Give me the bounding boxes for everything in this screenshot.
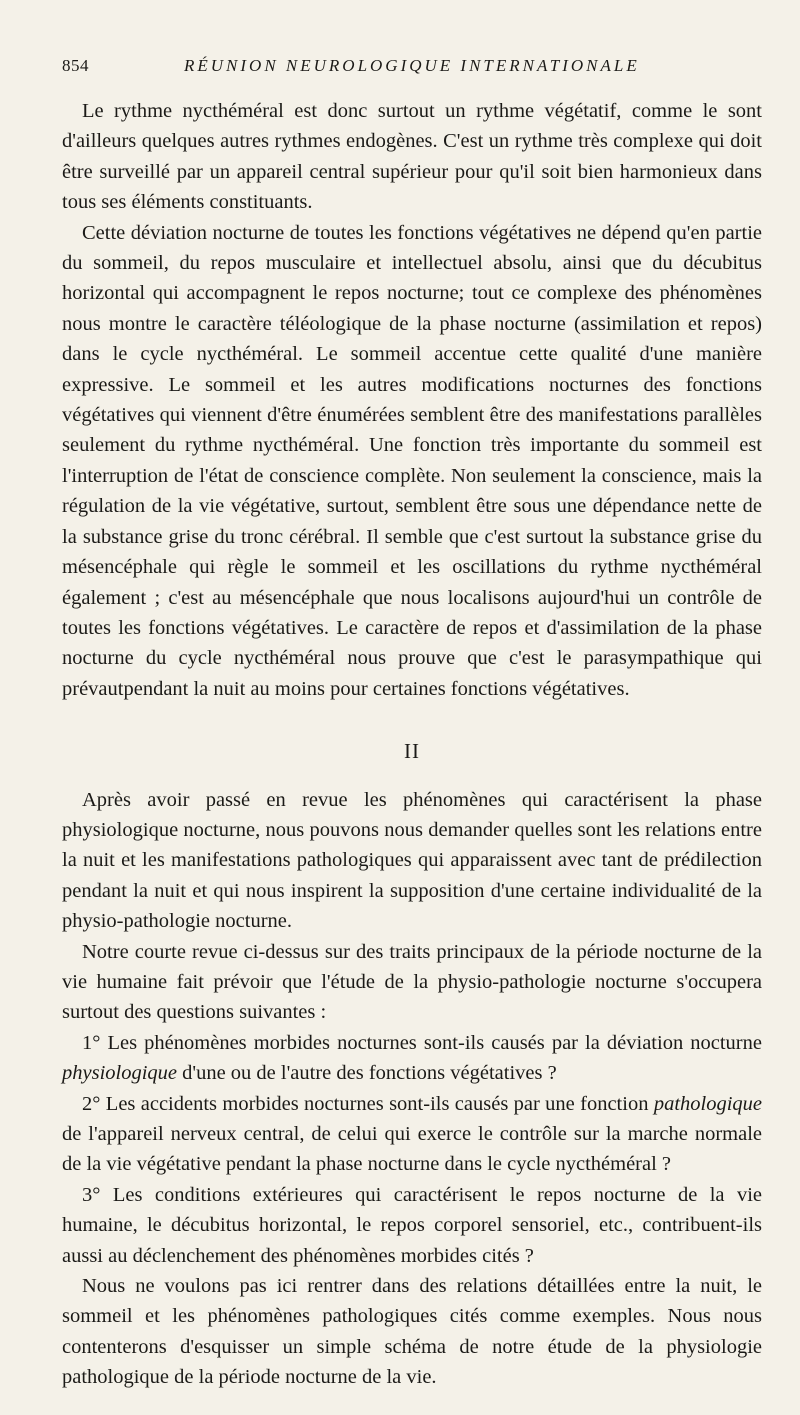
question-item xyxy=(62,1180,762,1271)
section-heading: II xyxy=(404,739,420,764)
item-number: 2° xyxy=(82,1092,101,1115)
page-header xyxy=(62,56,762,86)
question-item xyxy=(62,1028,762,1089)
body-text xyxy=(62,96,762,1393)
question-item xyxy=(62,1089,762,1180)
item-text: Les conditions extérieures qui caractérisent le repos nocturne de la vie humaine, le décubitus horizontal, le repos corporel sensoriel, etc., contribuent-ils aussi au déclenchement des phénomènes morbides cités ? xyxy=(62,1183,762,1267)
item-number: 3° xyxy=(82,1183,101,1206)
item-number: 1° xyxy=(82,1031,101,1054)
paragraph: Cette déviation nocturne de toutes les fonctions végétatives ne dépend qu'en partie du sommeil, du repos musculaire et intellectuel absolu, ainsi que du décubitus horizontal qui accompagnent le repos nocturne; tout ce complexe des phénomènes nous montre le caractère téléologique de la phase nocturne (assimilation et repos) dans le cycle nycthéméral. Le sommeil accentue cette qualité d'une manière expressive. Le sommeil et les autres modifications nocturnes des fonctions végétatives qui viennent d'être énumérées semblent être des manifestations parallèles seulement du rythme nycthéméral. Une fonction très importante du sommeil est l'interruption de l'état de conscience complète. Non seulement la conscience, mais la régulation de la vie végétative, surtout, semblent être sous une dépendance nette de la substance grise du tronc cérébral. Il semble que c'est surtout la substance grise du mésencéphale qui règle le sommeil et les oscillations du rythme nycthéméral également ; c'est au mésencéphale que nous localisons aujourd'hui un contrôle de toutes les fonctions végétatives. Le caractère de repos et d'assimilation de la phase nocturne du cycle nycthéméral nous prouve que c'est le parasympathique qui prévautpendant la nuit au moins pour certaines fonctions végétatives. xyxy=(62,221,762,700)
item-text: Les accidents morbides nocturnes sont-ils causés par une fonction xyxy=(100,1092,654,1115)
item-text: Les phénomènes morbides nocturnes sont-ils causés par la déviation nocturne xyxy=(100,1031,762,1054)
item-text: d'une ou de l'autre des fonctions végétatives ? xyxy=(177,1062,557,1085)
item-text: de l'appareil nerveux central, de celui qui exerce le contrôle sur la marche normale de la vie végétative pendant la phase nocturne dans le cycle nycthéméral ? xyxy=(62,1123,762,1176)
paragraph: Notre courte revue ci-dessus sur des traits principaux de la période nocturne de la vie humaine fait prévoir que l'étude de la physio-pathologie nocturne s'occupera surtout des questions suivantes : xyxy=(62,940,762,1024)
paragraph: Nous ne voulons pas ici rentrer dans des relations détaillées entre la nuit, le sommeil et les phénomènes pathologiques cités comme exemples. Nous nous contenterons d'esquisser un simple schéma de notre étude de la physiologie pathologique de la période nocturne de la vie. xyxy=(62,1275,762,1389)
page-number: 854 xyxy=(62,56,89,75)
running-title: RÉUNION NEUROLOGIQUE INTERNATIONALE xyxy=(184,56,640,75)
paragraph: Le rythme nycthéméral est donc surtout un rythme végétatif, comme le sont d'ailleurs quelques autres rythmes endogènes. C'est un rythme très complexe qui doit être surveillé par un appareil central supérieur pour qu'il soit bien harmonieux dans tous ses éléments constituants. xyxy=(62,100,762,214)
paragraph: Après avoir passé en revue les phénomènes qui caractérisent la phase physiologique nocturne, nous pouvons nous demander quelles sont les relations entre la nuit et les manifestations pathologiques qui apparaissent avec tant de prédilection pendant la nuit et qui nous inspirent la supposition d'une certaine individualité de la physio-pathologie nocturne. xyxy=(62,788,762,933)
item-emphasis: physiologique xyxy=(62,1062,178,1085)
item-emphasis: pathologique xyxy=(653,1092,762,1115)
